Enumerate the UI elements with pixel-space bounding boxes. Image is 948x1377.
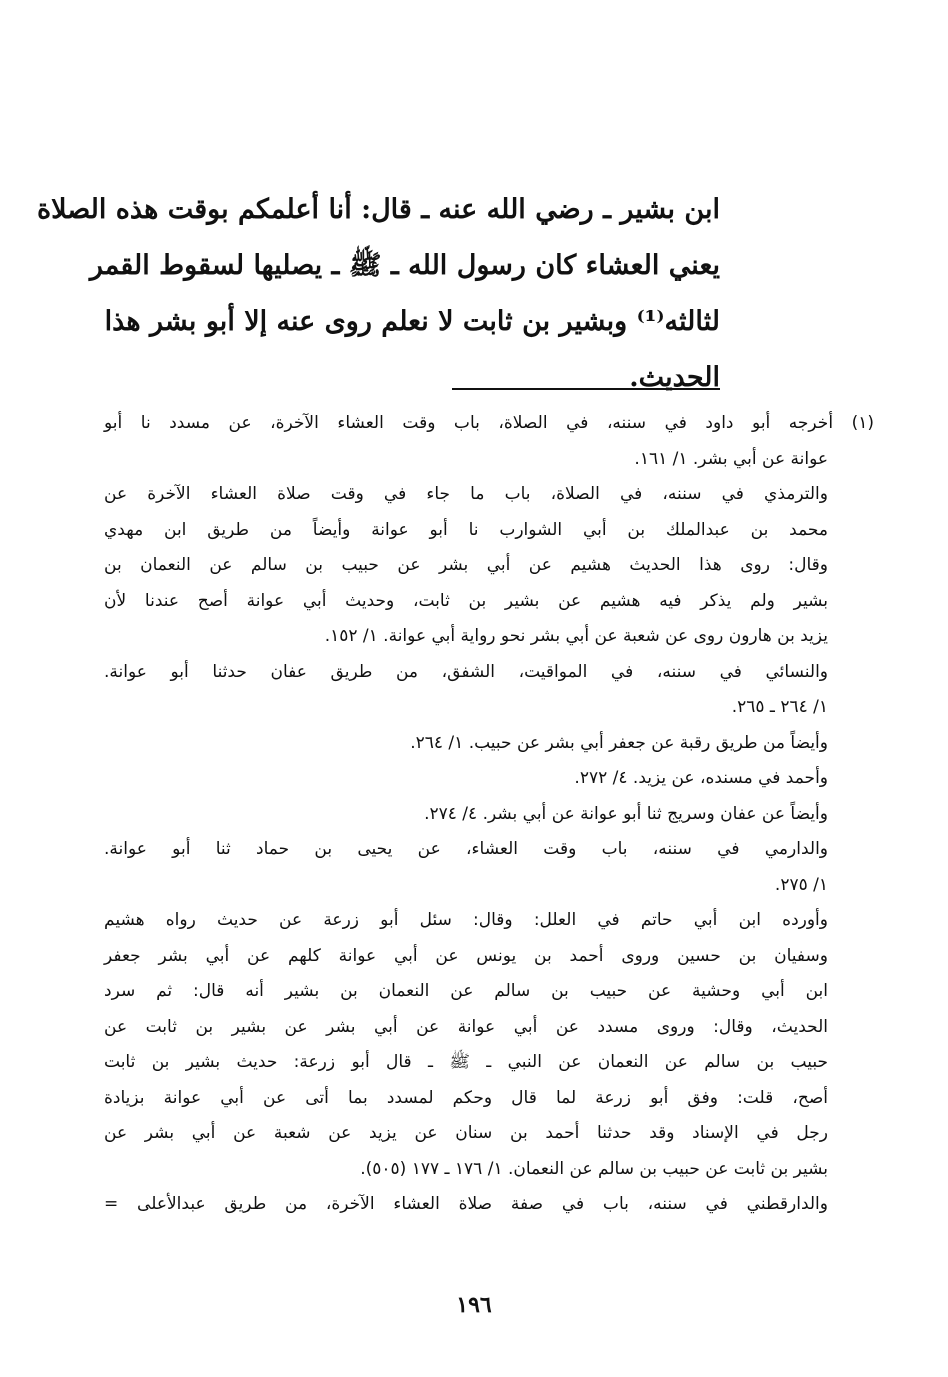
footnote-line: وسفيان بن حسين وروى أحمد بن يونس عن أبي عوانة كلهم عن أبي بشر جعفر (104, 945, 828, 966)
main-text-line: يعني العشاء كان رسول الله ـ ﷺ ـ يصليها لسقوط القمر (89, 250, 720, 281)
footnote-separator (452, 388, 720, 390)
footnote-line: محمد بن عبدالملك بن أبي الشوارب نا أبو عوانة وأيضاً من طريق ابن مهدي (104, 519, 828, 540)
footnote-line: والترمذي في سننه، في الصلاة، باب ما جاء في وقت صلاة العشاء الآخرة عن (104, 484, 828, 504)
footnote-line: وأيضاً عن عفان وسريج ثنا أبو عوانة عن أبي بشر. ٤/ ٢٧٤. (424, 803, 828, 824)
footnote-line: عوانة عن أبي بشر. ١/ ١٦١. (634, 448, 828, 469)
footnote-line: يزيد بن هارون روى عن شعبة عن أبي بشر نحو رواية أبي عوانة. ١/ ١٥٢. (324, 626, 828, 646)
main-text-line: الحديث. (629, 362, 720, 393)
main-text-block (36, 182, 720, 406)
footnote-line: رجل في الإسناد وقد حدثنا أحمد بن سنان عن يزيد عن شعبة عن أبي بشر عن (104, 1123, 828, 1143)
footnote-line: والدارمي في سننه، باب وقت العشاء، عن يحيى بن حماد ثنا أبو عوانة. (104, 839, 828, 859)
footnote-line: وأورده ابن أبي حاتم في العلل: وقال: سئل أبو زرعة عن حديث رواه هشيم (104, 910, 828, 930)
footnote-line: وأحمد في مسنده، عن يزيد. ٤/ ٢٧٢. (574, 768, 828, 788)
footnote-line: حبيب بن سالم عن النعمان عن النبي ـ ﷺ ـ قال أبو زرعة: حديث بشير بن ثابت (104, 1052, 828, 1072)
footnote-line: (١) أخرجه أبو داود في سننه، في الصلاة، باب وقت العشاء الآخرة، عن مسدد نا أبو (104, 413, 874, 433)
footnote-line: والنسائي في سننه، في المواقيت، الشفق، من طريق عفان حدثنا أبو عوانة. (104, 661, 828, 682)
main-text-line: لثالثه⁽¹⁾ وبشير بن ثابت لا نعلم روى عنه إلا أبو بشر هذا (104, 306, 720, 337)
footnote-line: ابن أبي وحشية عن حبيب بن سالم عن النعمان بن بشير أنه قال: ثم سرد (104, 981, 828, 1001)
footnote-line: ١/ ٢٦٤ ـ ٢٦٥. (731, 697, 828, 717)
footnote-line: بشير ولم يذكر فيه هشيم عن بشير بن ثابت، وحديث أبي عوانة أصح عندنا لأن (104, 590, 828, 611)
footnote-line: وقال: روى هذا الحديث هشيم عن أبي بشر عن حبيب بن سالم عن النعمان بن (104, 555, 828, 575)
page-number: ١٩٦ (456, 1292, 492, 1318)
main-text-line: ابن بشير ـ رضي الله عنه ـ قال: أنا أعلمكم بوقت هذه الصلاة (36, 194, 720, 225)
footnote-line: بشير بن ثابت عن حبيب بن سالم عن النعمان. ١/ ١٧٦ ـ ١٧٧ (٥٠٥). (360, 1158, 828, 1179)
footnote-line: الحديث، وقال: وروى مسدد عن أبي عوانة عن أبي بشر عن بشير بن ثابت عن (104, 1016, 828, 1037)
footnote-line: والدارقطني في سننه، باب في صفة صلاة العشاء الآخرة، من طريق عبدالأعلى = (104, 1194, 828, 1214)
footnotes-block (104, 406, 874, 1223)
footnote-line: أصح، قلت: وفق أبو زرعة لما قال وحكم لمسدد بما أتى عن أبي عوانة بزيادة (104, 1087, 828, 1108)
footnote-line: ١/ ٢٧٥. (774, 874, 828, 895)
footnote-line: وأيضاً من طريق رقبة عن جعفر أبي بشر عن حبيب. ١/ ٢٦٤. (410, 732, 828, 753)
